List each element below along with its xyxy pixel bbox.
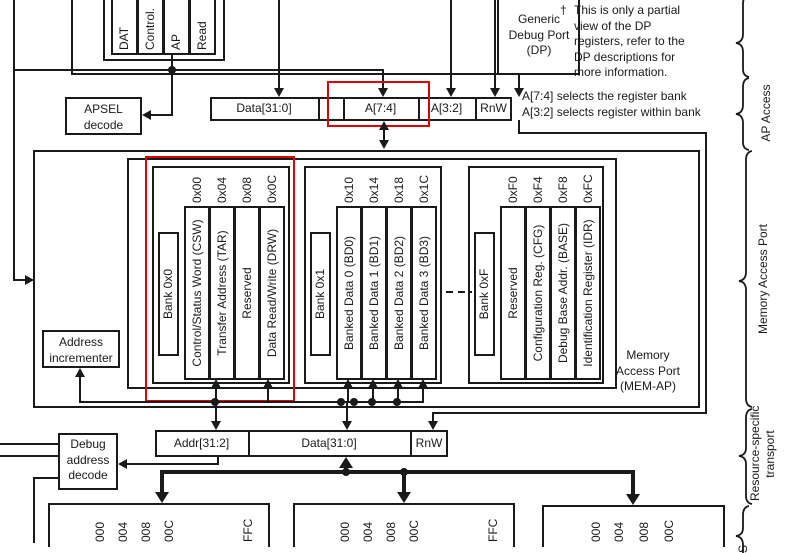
junction-dot (368, 398, 376, 406)
resource-offset: 004 (361, 521, 375, 542)
wire (150, 114, 173, 116)
ap-bus-rnw: RnW (480, 101, 507, 115)
reg-bd2-name: Banked Data 2 (BD2) (392, 235, 406, 351)
dp-register-fragment: DAT (117, 26, 131, 50)
reg-res0-name: Reserved (240, 267, 254, 319)
resource-offset: 000 (589, 521, 603, 542)
debug-address-decode-label: Debug address decode (66, 437, 110, 483)
arrow-down-icon (274, 88, 284, 97)
reg-idr-name: Identification Register (IDR) (581, 219, 595, 367)
resource-offset: 008 (139, 521, 153, 542)
ap-bus-bank-field: A[7:4] (364, 101, 397, 115)
wire (13, 0, 15, 281)
arrow-down-icon (626, 494, 640, 505)
reg-res0-offset: 0x08 (240, 176, 254, 203)
junction-dot (350, 398, 358, 406)
junction-dot (393, 398, 401, 406)
reg-tar-name: Transfer Address (TAR) (215, 230, 229, 356)
brace-memory-access-port-icon (739, 151, 752, 407)
arrow-up-icon (393, 379, 403, 388)
arrow-up-icon (263, 379, 273, 388)
bankf-label: Bank 0xF (477, 268, 491, 320)
section-transport: transport (763, 430, 777, 478)
dp-footnote: This is only a partial view of the DP registers, refer to the DP descriptions for more information. (574, 3, 685, 80)
apsel-decode-label: APSEL decode (83, 102, 124, 132)
reg-bd2-offset: 0x18 (392, 176, 406, 203)
ap-bus-reg-field: A[3:2] (430, 101, 463, 115)
arrow-down-icon (379, 140, 389, 149)
reg-base-name: Debug Base Addr. (BASE) (556, 222, 570, 364)
arrow-up-icon (368, 379, 378, 388)
resource-offset: 008 (384, 521, 398, 542)
wire (267, 387, 269, 402)
bank1-label: Bank 0x1 (313, 268, 327, 320)
resource-offset: 004 (116, 521, 130, 542)
arrow-up-icon (418, 379, 428, 388)
wire (705, 132, 707, 414)
arrow-down-icon (211, 421, 221, 430)
wire (0, 443, 58, 445)
arrow-left-icon (142, 110, 151, 120)
resource-offset: 004 (612, 521, 626, 542)
arrow-down-icon (397, 492, 411, 503)
reg-cfg-offset: 0xF4 (531, 176, 545, 203)
arrow-up-icon (343, 379, 353, 388)
arrow-down-icon (428, 421, 438, 430)
dp-register-fragment: Control. (143, 7, 157, 50)
wire (13, 69, 384, 71)
wire (422, 387, 424, 402)
mem-bus-rnw: RnW (415, 436, 443, 450)
reg-bd3-offset: 0x1C (417, 174, 431, 203)
resource-offset: 00C (662, 519, 676, 542)
reg-bd1-name: Banked Data 1 (BD1) (367, 235, 381, 351)
reg-csw-name: Control/Status Word (CSW) (190, 219, 204, 367)
arrow-up-icon (211, 379, 221, 388)
bus-wire (402, 472, 406, 493)
dp-register-fragment: AP (169, 33, 183, 50)
wire (433, 412, 707, 414)
wire (33, 477, 58, 479)
wire (450, 0, 452, 89)
resource-offset: 008 (637, 521, 651, 542)
reg-base-offset: 0xF8 (556, 176, 570, 203)
wire (127, 463, 219, 465)
reg-csw-offset: 0x00 (190, 176, 204, 203)
resource-offset: 000 (338, 521, 352, 542)
reg-resf-offset: 0xF0 (506, 176, 520, 203)
reg-drw-offset: 0x0C (265, 174, 279, 203)
arrow-down-icon (490, 88, 500, 97)
reg-resf-name: Reserved (506, 267, 520, 319)
mem-ap-label: Memory Access Port (MEM-AP) (615, 348, 681, 394)
wire (518, 132, 707, 134)
reg-drw-name: Data Read/Write (DRW) (265, 228, 279, 358)
section-memory-access-port: Memory Access Port (756, 223, 770, 335)
section-partial-bottom: S (736, 544, 750, 553)
junction-dot (342, 468, 350, 476)
bus-wire (631, 470, 635, 494)
resource-box-2 (542, 505, 725, 547)
dp-label-divider (497, 0, 499, 75)
dp-title: Generic Debug Port (DP) (508, 12, 570, 58)
wire (346, 401, 348, 423)
dp-register-fragment: Read (195, 21, 209, 50)
reg-tar-offset: 0x04 (215, 176, 229, 203)
wire (278, 0, 280, 89)
bank0-label: Bank 0x0 (161, 268, 175, 320)
reg-idr-offset: 0xFC (581, 174, 595, 203)
reg-bd0-name: Banked Data 0 (BD0) (342, 235, 356, 351)
arrow-up-icon (379, 121, 389, 130)
section-ap-access: AP Access (759, 84, 773, 142)
dp-footnote-marker: † (560, 3, 567, 17)
resource-offset: FFC (241, 518, 255, 542)
mem-bus-data: Data[31:0] (301, 436, 357, 450)
resource-offset: FFC (486, 518, 500, 542)
brace-top-icon (736, 0, 749, 77)
resource-offset: 00C (407, 519, 421, 542)
wire (171, 55, 173, 116)
arrow-up-icon (75, 368, 85, 377)
junction-dot (337, 398, 345, 406)
arrow-down-icon (446, 88, 456, 97)
wire (494, 0, 496, 89)
bus-wire (160, 470, 635, 474)
wire (79, 376, 81, 403)
wire (347, 387, 349, 402)
arrow-down-icon (514, 88, 524, 97)
ap-bus-data: Data[31:0] (236, 101, 292, 115)
wire (33, 477, 35, 543)
resource-offset: 000 (93, 521, 107, 542)
reg-bd3-name: Banked Data 3 (BD3) (417, 235, 431, 351)
mem-bus-addr: Addr[31:2] (173, 436, 230, 450)
cell-divider (318, 97, 320, 121)
wire (215, 401, 217, 423)
arrow-down-icon (155, 492, 169, 503)
reg-cfg-name: Configuration Reg. (CFG) (531, 224, 545, 362)
arrow-left-icon (118, 459, 127, 469)
resource-box-1 (293, 503, 515, 547)
reg-bd1-offset: 0x14 (367, 176, 381, 203)
reg-bd0-offset: 0x10 (342, 176, 356, 203)
ap-bus-annotation: A[7:4] selects the register bank A[3:2] selects register within bank (522, 89, 701, 119)
resource-offset: 00C (162, 519, 176, 542)
wire (0, 455, 58, 457)
highlight-bank0 (145, 156, 295, 402)
arrow-down-icon (342, 421, 352, 430)
section-resource-specific: Resource-specific (748, 405, 762, 501)
resource-box-0 (48, 503, 270, 547)
address-incrementer-label: Address incrementer (49, 335, 113, 365)
